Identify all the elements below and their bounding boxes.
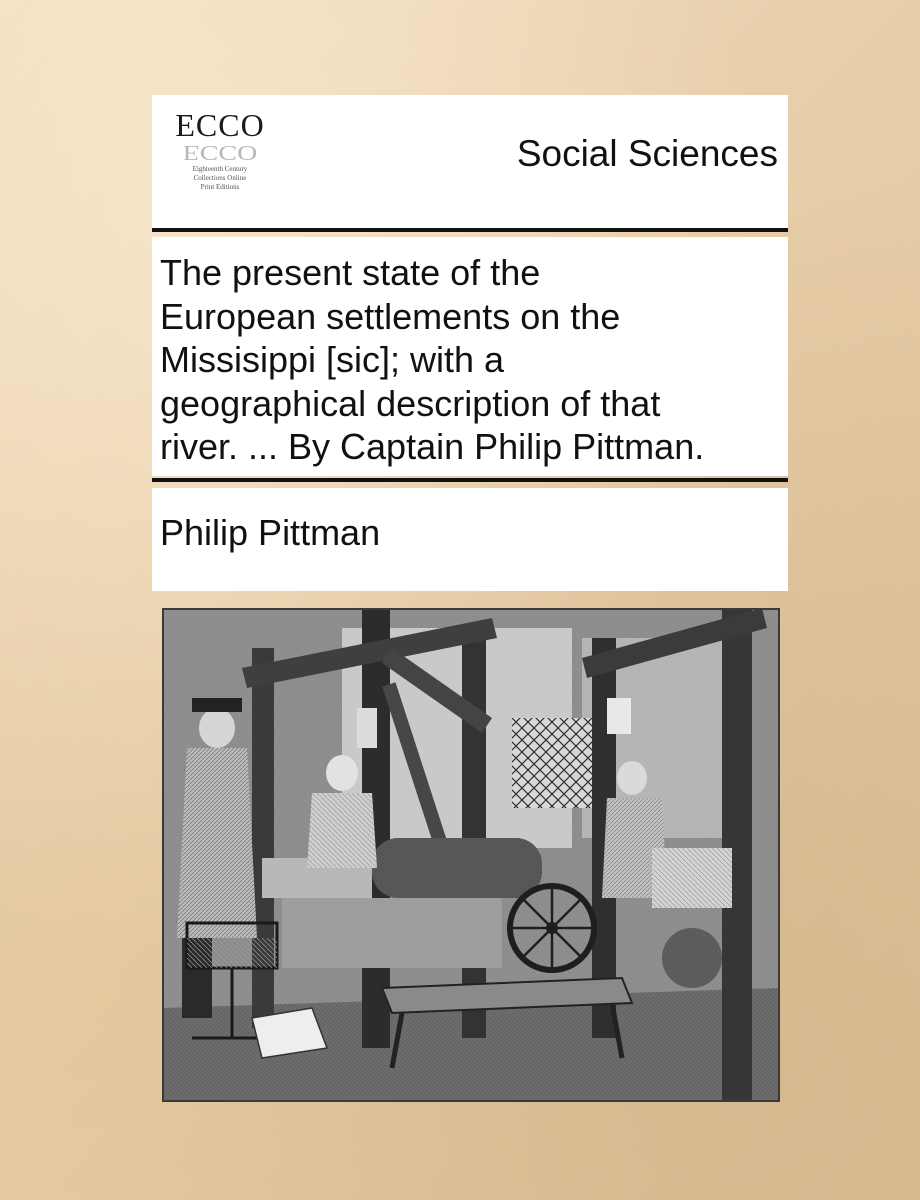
title-line: river. ... By Captain Philip Pittman.	[160, 426, 705, 467]
author-name: Philip Pittman	[160, 512, 381, 553]
cover-header	[152, 95, 788, 228]
series-label: Social Sciences	[516, 133, 778, 174]
ecco-logo-mark: ECCO	[175, 107, 265, 143]
title-line: geographical description of that	[160, 382, 661, 424]
title-block	[152, 237, 788, 476]
ecco-logo-line-1: Eighteenth Century	[192, 165, 248, 173]
title-line: The present state of the	[160, 252, 541, 293]
divider-rule	[152, 478, 788, 482]
divider-rule	[152, 228, 788, 232]
ecco-logo-line-2: Collections Online	[193, 174, 247, 182]
book-title	[160, 251, 780, 469]
title-line: European settlements on the	[160, 295, 621, 337]
author-block	[152, 488, 788, 591]
ecco-logo	[170, 107, 270, 217]
ecco-logo-line-3: Print Editions	[200, 183, 240, 191]
cover-illustration	[162, 608, 780, 1102]
loom-workshop-engraving	[162, 608, 780, 1102]
title-line: Missisippi [sic]; with a	[160, 339, 505, 380]
ecco-logo-reflection: ECCO	[182, 140, 258, 164]
